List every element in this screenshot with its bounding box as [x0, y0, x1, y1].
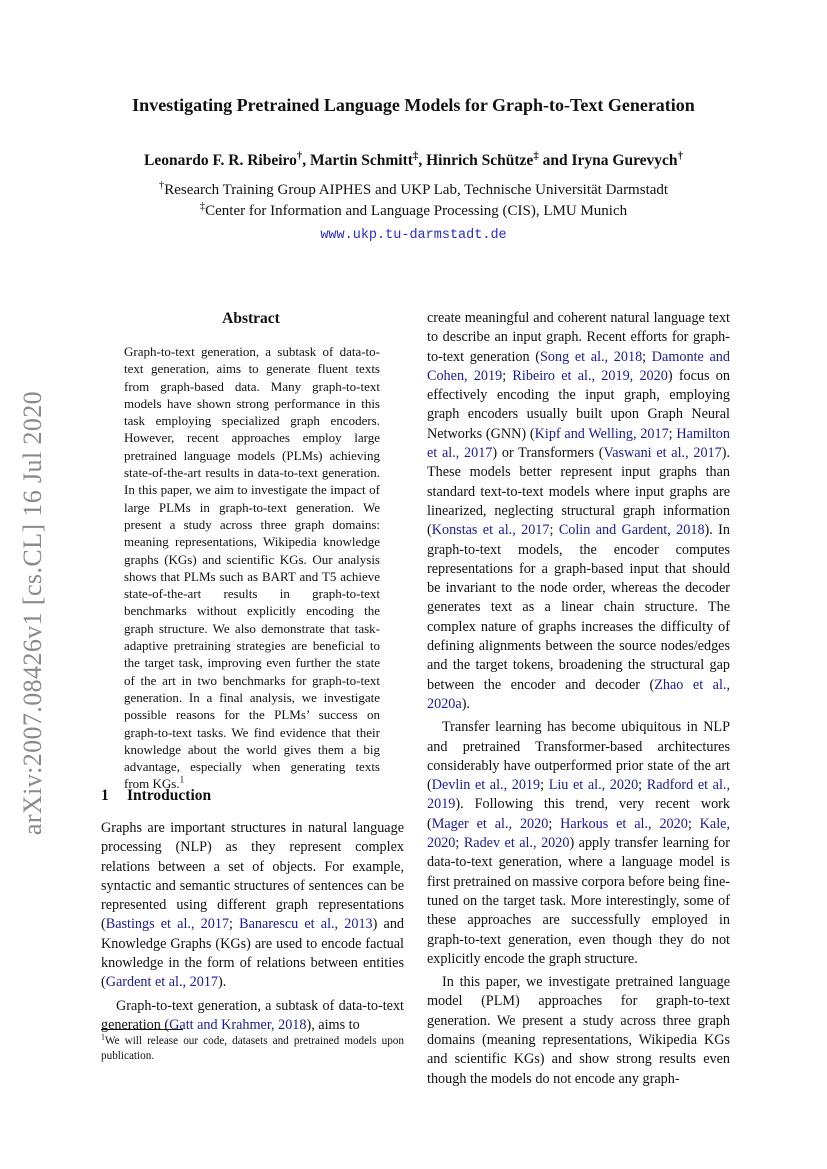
citation-link[interactable]: Gatt and Krahmer, 2018 — [169, 1016, 307, 1033]
citation-link[interactable]: Colin and Gardent, 2018 — [558, 522, 705, 539]
author-name: Leonardo F. R. Ribeiro — [144, 152, 297, 169]
author-name: Iryna Gurevych — [571, 152, 678, 169]
footnote: $^1$We will release our code, datasets and pretrained models upon publication. — [101, 1032, 404, 1062]
citation-link[interactable]: Kipf and Welling, 2017 — [534, 425, 669, 442]
author-affiliation-mark: † — [677, 149, 683, 162]
footnote-rule — [101, 1029, 183, 1030]
abstract-text: Graph-to-text generation, a subtask of data-to-text generation, aims to generate fluent texts from graph-based data. Many graph-to-text models have shown strong performance in this task employing specialized graph encoders. However, recent approaches employ large pretrained language models (PLMs) achieving state-of-the-art results in data-to-text generation. In this paper, we aim to investigate the impact of large PLMs in graph-to-text generation. We present a study across three graph domains: meaning representations, Wikipedia knowledge graphs (KGs) and scientific KGs. Our analysis shows that PLMs such as BART and T5 achieve state-of-the-art results in graph-to-text benchmarks without explicitly encoding the graph structure. We also demonstrate that task-adaptive pretraining strategies are beneficial to the target task, improving even further the state of the art in two benchmarks for graph-to-text generation. In a final analysis, we investigate possible reasons for the PLMs’ success on graph-to-text tasks. We find evidence that their knowledge about the world gives them a big advantage, especially when generating texts from KGs.$^1$ — [124, 344, 380, 792]
footnote-ref[interactable]: 1 — [179, 775, 185, 786]
citation-link[interactable]: Harkous et al., 2020 — [560, 815, 688, 832]
right-paragraph-1: create meaningful and coherent natural language text to describe an input graph. Recent efforts for graph-to-text generation (Song et al., 2018; Damonte and Cohen, 2019; Ribeiro et al., 2019, 2020) focus on effectively encoding the input graph, employing graph encoders usually built upon Graph Neural Networks (GNN) (Kipf and Welling, 2017; Hamilton et al., 2017) or Transformers (Vaswani et al., 2017). These models better represent input graphs than standard text-to-text models where input graphs are linearized, neglecting structural graph information (Konstas et al., 2017; Colin and Gardent, 2018). In graph-to-text models, the encoder computes representations for a graph-based input that should be invariant to the node order, whereas the decoder generates text as a linear chain structure. The complex nature of graphs increases the difficulty of defining alignments between the source nodes/edges and the target tokens, broadening the structural gap between the encoder and decoder (Zhao et al., 2020a). — [427, 310, 731, 712]
citation-link[interactable]: Hamilton et al., 2017 — [427, 425, 730, 462]
affiliation-2: ‡Center for Information and Language Processing (CIS), LMU Munich — [199, 201, 628, 219]
left-column-body — [101, 819, 404, 1035]
citation-link[interactable]: Radford et al., 2019 — [427, 777, 731, 813]
citation-link[interactable]: Liu et al., 2020 — [548, 777, 639, 794]
lab-url-link[interactable]: www.ukp.tu-darmstadt.de — [320, 228, 507, 243]
citation-link[interactable]: Damonte and Cohen, 2019 — [427, 348, 730, 384]
intro-paragraph-1: Graphs are important structures in natural language processing (NLP) as they represent complex relations between a set of objects. For example, syntactic and semantic structures of sentences can be represented using different graph representations (Bastings et al., 2017; Banarescu et al., 2013) and Knowledge Graphs (KGs) are used to encode factual knowledge in the form of relations between entities (Gardent et al., 2017). — [101, 820, 405, 991]
author-name: Martin Schmitt — [310, 152, 413, 169]
citation-link[interactable]: Radev et al., 2020 — [463, 835, 570, 852]
citation-link[interactable]: Konstas et al., 2017 — [431, 522, 550, 539]
citation-link[interactable]: Kale, 2020 — [427, 815, 730, 852]
right-paragraph-3: In this paper, we investigate pretrained language model (PLM) approaches for graph-to-text generation. We present a study across three graph domains (meaning representations, Wikipedia KGs and scientific KGs) and show strong results even though the models do not encode any graph- — [427, 974, 730, 1087]
right-paragraph-2: Transfer learning has become ubiquitous in NLP and pretrained Transformer-based architectures considerably have outperformed prior state of the art (Devlin et al., 2019; Liu et al., 2020; Radford et al., 2019). Following this trend, very recent work (Mager et al., 2020; Harkous et al., 2020; Kale, 2020; Radev et al., 2020) apply transfer learning for data-to-text generation, where a language model is first pretrained on massive corpora before being fine-tuned on the target task. More interestingly, some of these approaches are successfully employed in graph-to-text generation, even though they do not explicitly encode the graph structure. — [427, 719, 731, 967]
author-affiliation-mark: ‡ — [533, 149, 539, 162]
intro-paragraph-2: Graph-to-text generation, a subtask of data-to-text generation (Gatt and Krahmer, 2018), aims to — [101, 997, 404, 1033]
author-affiliation-mark: † — [296, 149, 303, 162]
affiliation-1: †Research Training Group AIPHES and UKP Lab, Technische Universität Darmstadt — [158, 180, 669, 198]
abstract-heading: Abstract — [222, 310, 280, 327]
arxiv-identifier: arXiv:2007.08426v1 [cs.CL] 16 Jul 2020 — [18, 390, 48, 836]
citation-link[interactable]: Mager et al., 2020 — [431, 815, 549, 832]
author-affiliation-mark: ‡ — [412, 149, 419, 162]
author-name: Hinrich Schütze — [426, 152, 534, 169]
citation-link[interactable]: Zhao et al., 2020a — [427, 676, 730, 712]
author-list: Leonardo F. R. Ribeiro†, Martin Schmitt‡, Hinrich Schütze‡ and Iryna Gurevych† — [144, 149, 683, 169]
citation-link[interactable]: Vaswani et al., 2017 — [603, 445, 722, 462]
right-column-body — [427, 309, 730, 1089]
citation-link[interactable]: Devlin et al., 2019 — [431, 777, 541, 794]
citation-link[interactable]: Gardent et al., 2017 — [105, 974, 219, 991]
citation-link[interactable]: Song et al., 2018 — [540, 348, 643, 365]
citation-link[interactable]: Banarescu et al., 2013 — [239, 916, 373, 933]
paper-title: Investigating Pretrained Language Models for Graph-to-Text Generation — [132, 95, 695, 115]
citation-link[interactable]: Ribeiro et al., 2019, 2020 — [512, 367, 668, 384]
citation-link[interactable]: Bastings et al., 2017 — [105, 916, 230, 933]
section-heading-introduction: 1 Introduction — [101, 787, 212, 804]
